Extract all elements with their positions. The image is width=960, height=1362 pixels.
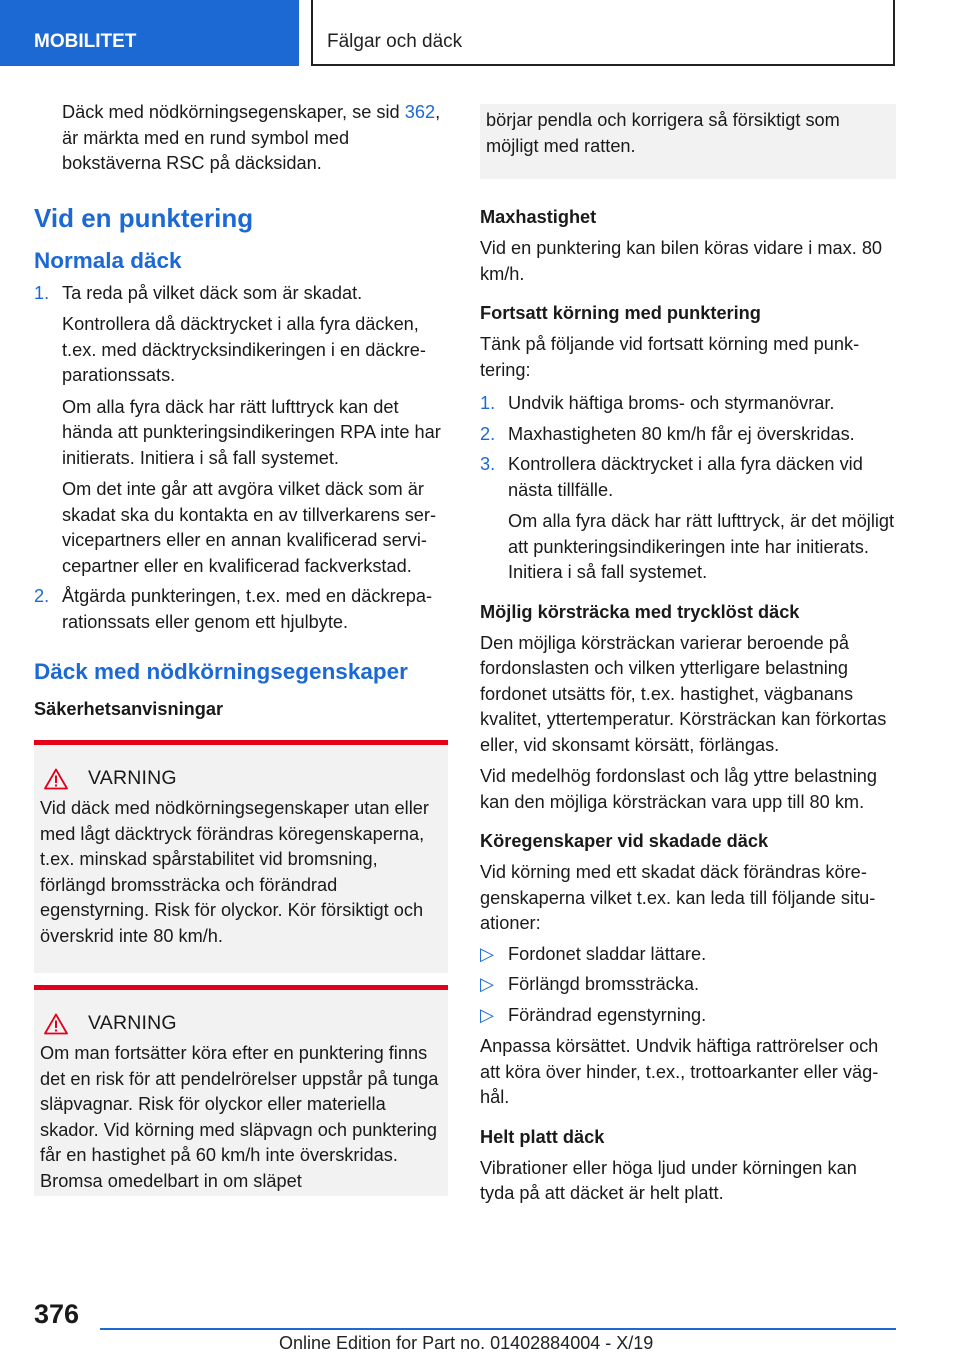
range-text-2: Vid medelhög fordonslast och låg yttre belastning kan den möjliga körsträckan vara upp till 80 km. bbox=[480, 766, 878, 812]
triangle-bullet-icon: ▷ bbox=[480, 974, 494, 994]
bullet-text: Fordonet sladdar lättare. bbox=[508, 943, 707, 964]
list-number: 2. bbox=[34, 586, 50, 606]
continued-text: Tänk på följande vid fortsatt körning med punktering: bbox=[480, 334, 860, 380]
warning-text-2-cont: börjar pendla och korrigera så försiktigt som möjligt med ratten. bbox=[486, 110, 840, 156]
chapter-title: Fälgar och däck bbox=[311, 0, 895, 66]
intro-text: Däck med nödkörningsegenskaper, se sid bbox=[62, 102, 405, 122]
puncture-steps-list bbox=[34, 281, 448, 636]
heading-maxspeed: Maxhastighet bbox=[480, 207, 597, 227]
intro-text-end: , är märkta med en rund symbol med bokstäverna RSC på däcksidan. bbox=[62, 102, 441, 173]
maxspeed-text: Vid en punktering kan bilen köras vidare i max. 80 km/h. bbox=[480, 238, 883, 284]
warning-text-1: Vid däck med nödkörningsegenskaper utan eller med lågt däcktryck förändras köregenskaperna, t.ex. minskad spårstabilitet vid bromsning, förlängd bromssträcka och förändrad egenstyrning. Risk för olyckor. Kör försiktigt och överskrid inte 80 km/h. bbox=[40, 798, 429, 946]
warning-box-1 bbox=[34, 740, 448, 973]
warning-label: VARNING bbox=[88, 767, 177, 789]
list-item-subtext: Om alla fyra däck har rätt lufttryck kan det hända att punkteringsindikeringen RPA inte har initierats. Initiera i så fall systemet. bbox=[62, 396, 441, 468]
warning-text-2: Om man fortsätter köra efter en punktering finns det en risk för att pendelrörelser uppstår på tunga släpvagnar. Risk för olyckor eller materiella skador. Vid körning med släpvagn och punktering får en hastighet på 60 km/h inte överskridas. Bromsa omedelbart in om släpet bbox=[40, 1043, 439, 1191]
warning-triangle-icon bbox=[44, 1013, 68, 1035]
continued-step bbox=[480, 391, 896, 417]
list-item-text: Kontrollera däcktrycket i alla fyra däcken vid nästa tillfälle. bbox=[508, 454, 863, 500]
heading-continued-driving: Fortsatt körning med punktering bbox=[480, 303, 761, 323]
list-number: 1. bbox=[34, 282, 50, 303]
heading-safety: Säkerhetsanvisningar bbox=[34, 699, 224, 719]
right-column bbox=[480, 104, 896, 1207]
warning-title-1 bbox=[40, 767, 442, 790]
heading-runflat: Däck med nödkörningsegenskaper bbox=[34, 659, 408, 684]
flat-text: Vibrationer eller höga ljud under körningen kan tyda på att däcket är helt platt. bbox=[480, 1157, 857, 1203]
warning-title-2 bbox=[40, 1012, 442, 1035]
continued-step bbox=[480, 422, 896, 448]
heading-range: Möjlig körsträcka med trycklöst däck bbox=[480, 601, 800, 622]
list-item-text: Undvik häftiga broms- och styrmanövrar. bbox=[508, 393, 835, 413]
puncture-step bbox=[34, 584, 448, 635]
bullet-item bbox=[480, 972, 896, 998]
triangle-bullet-icon: ▷ bbox=[480, 1004, 494, 1025]
list-item-subtext: Om alla fyra däck har rätt lufttryck, är det möjligt att punkteringsindikeringen inte har initierats. Initiera i så fall systemet. bbox=[508, 511, 895, 582]
list-item-subtext: Om det inte går att avgöra vilket däck som är skadat ska du kontakta en av tillverkarens servicepartners eller en annan kvalificerad servicepartner eller en kvalificerad fackverkstad. bbox=[62, 479, 437, 576]
handling-bullet-list bbox=[480, 942, 896, 1029]
list-item-text: Ta reda på vilket däck som är skadat. bbox=[62, 282, 363, 303]
list-number: 1. bbox=[480, 393, 496, 413]
triangle-bullet-icon: ▷ bbox=[480, 943, 494, 964]
list-item-text: Åtgärda punkteringen, t.ex. med en däckreparationssats eller genom ett hjulbyte. bbox=[62, 586, 433, 632]
bullet-item bbox=[480, 1003, 896, 1029]
heading-puncture: Vid en punktering bbox=[34, 202, 254, 233]
warning-box-2 bbox=[34, 985, 448, 1196]
bullet-text: Förändrad egenstyrning. bbox=[508, 1004, 707, 1025]
heading-handling: Köregenskaper vid skadade däck bbox=[480, 831, 769, 851]
left-column bbox=[34, 100, 448, 1196]
continued-step bbox=[480, 452, 896, 586]
puncture-step bbox=[34, 281, 448, 580]
heading-normal-tires: Normala däck bbox=[34, 247, 182, 273]
bullet-text: Förlängd bromssträcka. bbox=[508, 974, 700, 994]
bullet-item bbox=[480, 942, 896, 968]
page-header bbox=[0, 0, 960, 66]
handling-text: Vid körning med ett skadat däck förändras köregenskaperna vilket t.ex. kan leda till följande situationer: bbox=[480, 862, 876, 933]
list-item-text: Maxhastigheten 80 km/h får ej överskridas. bbox=[508, 423, 855, 444]
intro-paragraph bbox=[34, 100, 448, 177]
heading-flat-tire: Helt platt däck bbox=[480, 1126, 605, 1147]
warning-triangle-icon bbox=[44, 768, 68, 790]
list-number: 3. bbox=[480, 454, 496, 474]
warning-label: VARNING bbox=[88, 1012, 177, 1034]
list-number: 2. bbox=[480, 423, 496, 444]
warning-box-2-continued bbox=[480, 104, 896, 179]
range-text-1: Den möjliga körsträckan varierar beroende på fordonslasten och vilken ytterligare belastning fordonet utsätts för, t.ex. hastighet, vägbanans kvalitet, yttertemperatur. Körsträckan kan förkortas eller, vid skonsamt körsätt, förlängas. bbox=[480, 632, 887, 755]
continued-steps-list bbox=[480, 391, 896, 586]
handling-text-2: Anpassa körsättet. Undvik häftiga rattrörelser och att köra över hinder, t.ex., trottoarkanter eller väghål. bbox=[480, 1036, 879, 1107]
list-item-subtext: Kontrollera då däcktrycket i alla fyra däcken, t.ex. med däcktrycksindikeringen i en däckreparationssats. bbox=[62, 314, 426, 385]
section-tab: MOBILITET bbox=[0, 0, 299, 66]
footer-divider bbox=[100, 1328, 896, 1330]
page-link[interactable]: 362 bbox=[404, 102, 436, 122]
edition-text: Online Edition for Part no. 01402884004 - X/19 bbox=[279, 1333, 654, 1353]
page-number: 376 bbox=[34, 1299, 80, 1329]
